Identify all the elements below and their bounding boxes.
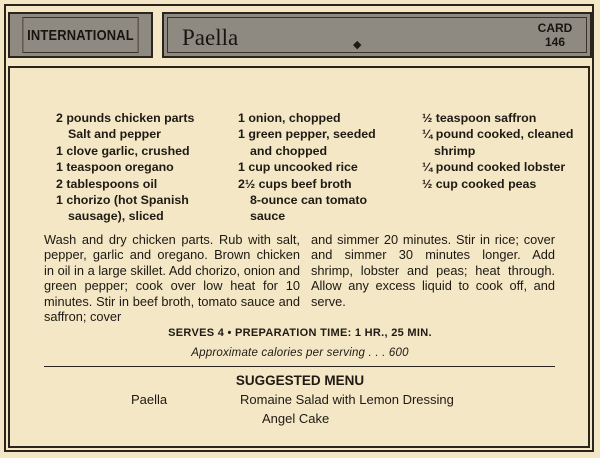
title-banner <box>162 12 592 58</box>
ingredient-item: 2½ cups beef broth <box>238 176 352 191</box>
ingredient-item: sausage), sliced <box>68 209 164 224</box>
ingredient-item: 8-ounce can tomato <box>250 193 368 208</box>
ingredient-item: 1 onion, chopped <box>238 111 341 125</box>
card-word: CARD <box>537 21 573 35</box>
ingredients-column-2 <box>238 110 413 225</box>
ingredient-item: Salt and pepper <box>68 127 161 142</box>
ingredient-item: 1 green pepper, seeded <box>238 127 376 142</box>
method-text-part-1: Wash and dry chicken parts. Rub with salt, pepper, garlic and oregano. Brown chicken in oil in a large skillet. Add chorizo, onion and green pepper; cook over low heat for 10 minutes. Stir in beef broth, tomato sauce and saffron; cover <box>44 232 300 325</box>
recipe-title: Paella <box>182 25 239 50</box>
ingredients-column-1 <box>56 110 236 225</box>
ingredients-column-3 <box>422 110 592 192</box>
serves-and-prep-time: SERVES 4 • PREPARATION TIME: 1 HR., 25 MIN. <box>168 327 432 339</box>
bullet-icon: ◆ <box>353 39 362 51</box>
ingredient-item: ½ cup cooked peas <box>422 176 537 191</box>
card-number-label <box>534 21 576 49</box>
ingredient-item: ½ teaspoon saffron <box>422 111 537 125</box>
ingredient-item: ¼ pound cooked lobster <box>422 160 566 175</box>
ingredient-item: 1 teaspoon oregano <box>56 160 174 175</box>
ingredient-item: 2 tablespoons oil <box>56 176 158 191</box>
menu-item: Paella <box>131 392 168 407</box>
category-label: INTERNATIONAL <box>22 17 138 53</box>
divider <box>44 366 555 367</box>
ingredient-item: 1 chorizo (hot Spanish <box>56 193 189 208</box>
ingredient-item: 1 clove garlic, crushed <box>56 143 190 158</box>
suggested-menu-title: SUGGESTED MENU <box>235 373 365 388</box>
ingredient-item: 2 pounds chicken parts <box>56 111 195 125</box>
menu-item: Romaine Salad with Lemon Dressing <box>240 392 454 407</box>
category-banner <box>8 12 153 58</box>
menu-item: Angel Cake <box>262 411 330 426</box>
ingredient-item: and chopped <box>250 143 328 158</box>
method-text-part-2: and simmer 20 minutes. Stir in rice; cover and simmer 30 minutes longer. Add shrimp, lobster and peas; heat through. Allow any excess liquid to cook off, and serve. <box>311 232 555 309</box>
ingredient-item: sauce <box>250 209 286 224</box>
ingredient-item: shrimp <box>434 143 476 158</box>
calories-note: Approximate calories per serving . . . 600 <box>191 347 409 359</box>
card-number: 146 <box>544 35 566 49</box>
ingredient-item: ¼ pound cooked, cleaned <box>422 127 574 142</box>
ingredient-item: 1 cup uncooked rice <box>238 160 358 175</box>
